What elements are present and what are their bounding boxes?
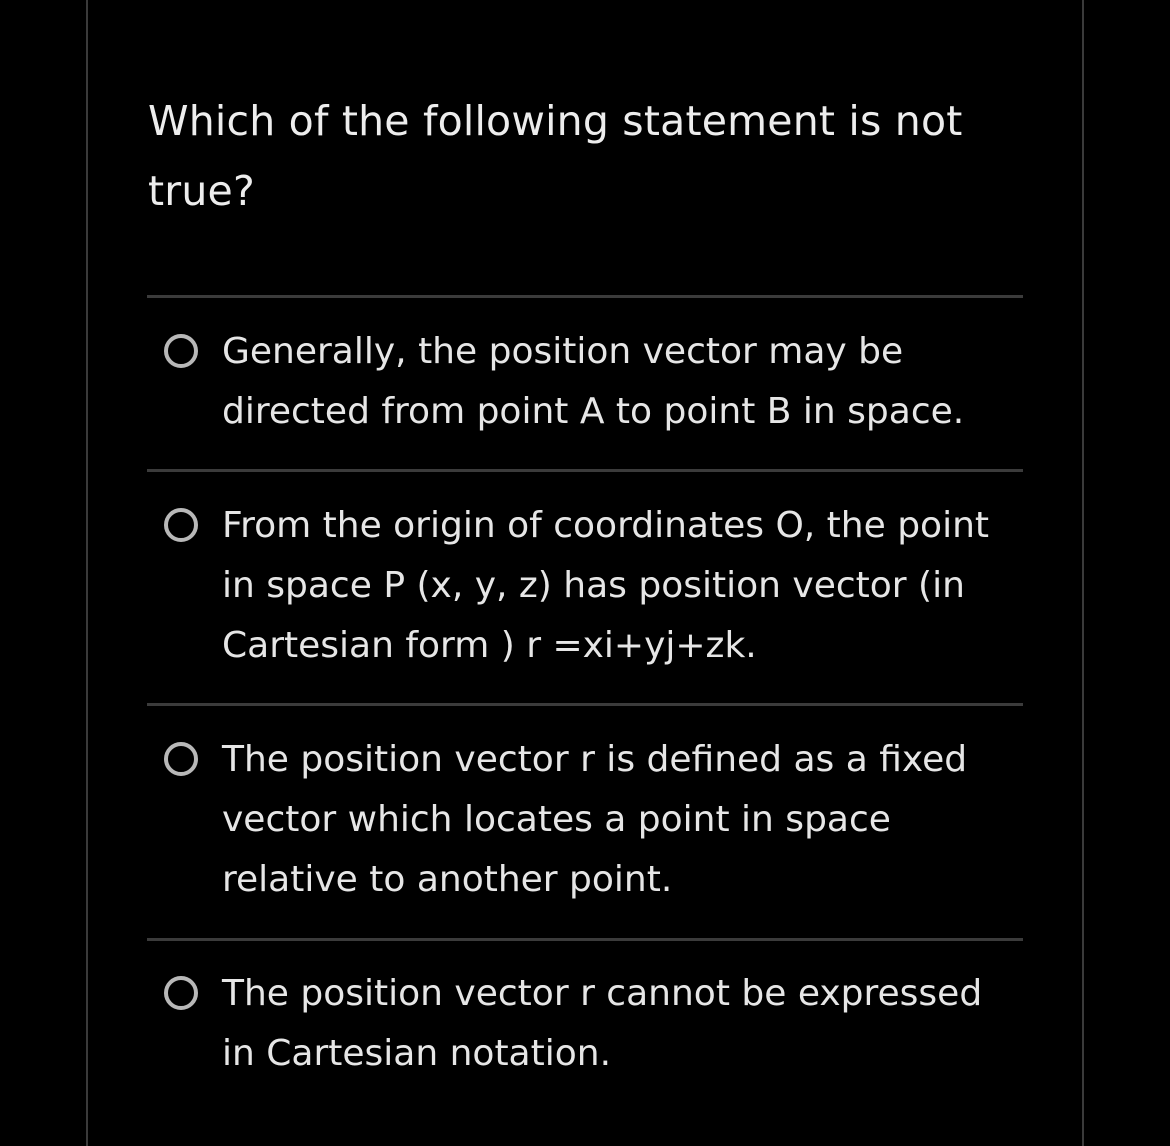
question-text: Which of the following statement is not true?: [148, 97, 963, 215]
option-4[interactable]: [160, 964, 1020, 1084]
radio-button-icon[interactable]: [164, 334, 198, 368]
radio-button-icon[interactable]: [164, 742, 198, 776]
divider: [147, 469, 1023, 472]
option-4-label: The position vector r cannot be expressed in Cartesian notation.: [222, 973, 983, 1074]
divider: [147, 703, 1023, 706]
option-1[interactable]: [160, 322, 1020, 442]
radio-button-icon[interactable]: [164, 508, 198, 542]
divider: [147, 938, 1023, 941]
option-2-label: From the origin of coordinates O, the point in space P (x, y, z) has position vector (in Cartesian form ) r =xi+yj+zk.: [222, 505, 990, 666]
radio-button-icon[interactable]: [164, 976, 198, 1010]
option-3[interactable]: [160, 730, 1020, 910]
option-3-label: The position vector r is defined as a fixed vector which locates a point in space relative to another point.: [222, 739, 968, 900]
option-1-label: Generally, the position vector may be directed from point A to point B in space.: [222, 331, 965, 432]
divider: [147, 295, 1023, 298]
option-2[interactable]: [160, 496, 1020, 676]
